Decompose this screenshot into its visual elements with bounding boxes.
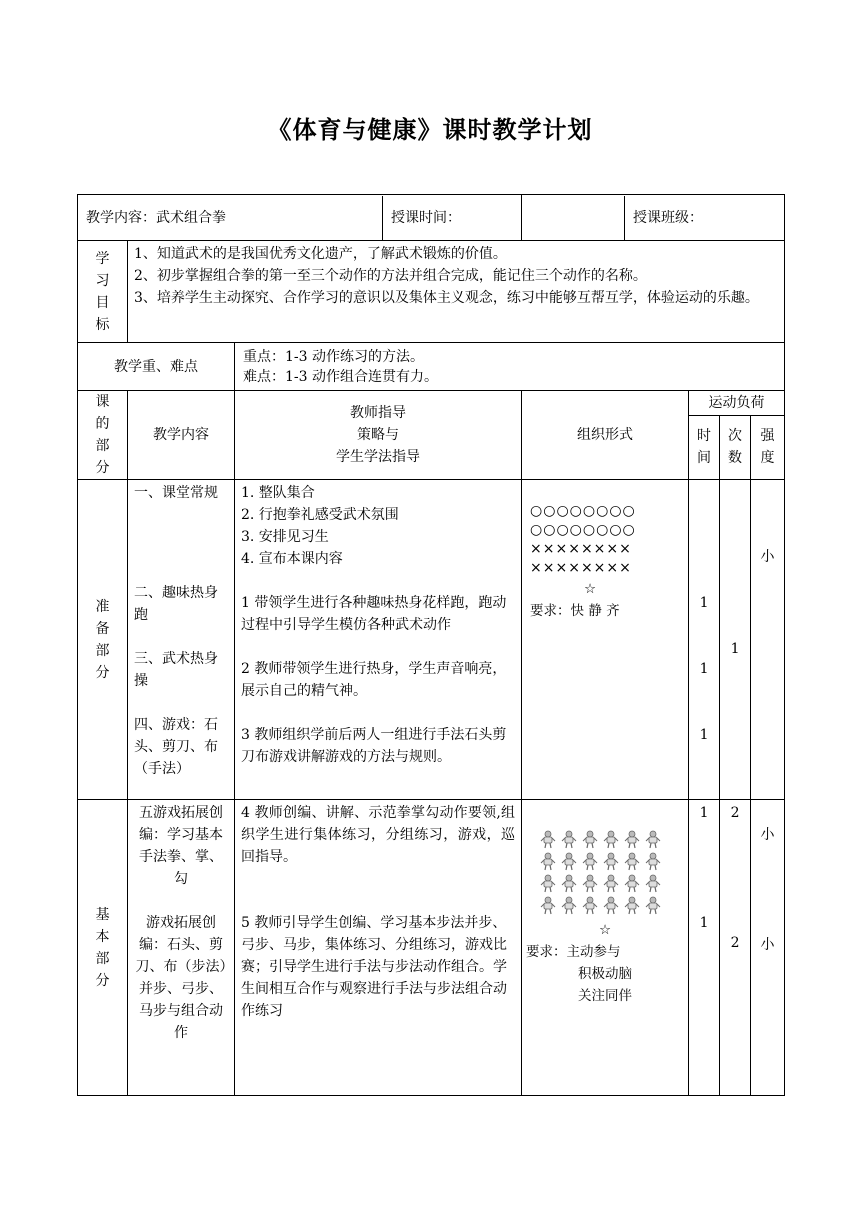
student-figure-icon xyxy=(645,852,661,871)
prep-part-label: 准 备 部 分 xyxy=(78,480,128,800)
teaching-content-label: 教学内容：武术组合拳 xyxy=(78,196,383,240)
goal-item: 1、知道武术的是我国优秀文化遗产，了解武术锻炼的价值。 xyxy=(134,246,507,262)
col-intensity: 强 度 xyxy=(751,415,785,479)
student-figure-icon xyxy=(624,830,640,849)
student-figure-icon xyxy=(645,874,661,893)
col-time: 时 间 xyxy=(689,415,720,479)
prep-row xyxy=(78,480,785,800)
content-item: 四、游戏：石头、剪刀、布（手法） xyxy=(134,717,218,777)
student-figure-icon xyxy=(603,830,619,849)
prep-time: 1 1 1 xyxy=(689,480,720,800)
student-figure-icon xyxy=(540,896,556,915)
goal-item: 2、初步掌握组合拳的第一至三个动作的方法并组合完成，能记住三个动作的名称。 xyxy=(134,268,647,284)
teacher-star-icon: ☆ xyxy=(583,581,597,597)
content-item: 三、武术热身操 xyxy=(134,651,218,689)
col-guide: 教师指导 策略与 学生学法指导 xyxy=(235,391,522,480)
student-figure-icon xyxy=(540,852,556,871)
content-item: 五游戏拓展创编：学习基本手法拳、掌、勾 xyxy=(139,805,223,887)
prep-organization xyxy=(522,480,689,800)
student-figure-icon xyxy=(624,896,640,915)
teacher-star-icon: ☆ xyxy=(598,922,612,938)
formation-row: ×××××××× xyxy=(530,560,632,576)
formation-row: ×××××××× xyxy=(530,541,632,557)
student-formation-image xyxy=(540,830,684,915)
col-exercise-load: 运动负荷 xyxy=(689,391,785,416)
basic-guide: 4 教师创编、讲解、示范拳掌勾动作要领,组织学生进行集体练习，分组练习，游戏，巡回指导。 5 教师引导学生创编、学习基本步法并步、弓步、马步，集体练习、分组练习，游戏比赛；引导学生进行手法与步法动作组合。学生间相互合作与观察进行手法与步法组合动作练习 xyxy=(235,800,522,1096)
difficult-point: 难点：1-3 动作组合连贯有力。 xyxy=(243,368,438,385)
prep-content xyxy=(128,480,235,800)
basic-row xyxy=(78,800,785,1096)
student-figure-icon xyxy=(624,874,640,893)
basic-organization xyxy=(522,800,689,1096)
page-title: 《体育与健康》课时教学计划 xyxy=(267,116,593,144)
student-figure-icon xyxy=(582,852,598,871)
keypoints-row xyxy=(78,343,785,391)
goal-item: 3、培养学生主动探究、合作学习的意识以及集体主义观念，练习中能够互帮互学，体验运动的乐趣。 xyxy=(134,290,759,306)
student-figure-icon xyxy=(561,896,577,915)
column-header-row xyxy=(78,391,785,416)
student-figure-icon xyxy=(624,852,640,871)
student-figure-icon xyxy=(561,874,577,893)
prep-count: 1 xyxy=(720,480,751,800)
basic-intensity: 小 小 xyxy=(751,800,785,1096)
col-content: 教学内容 xyxy=(128,391,235,480)
student-figure-icon xyxy=(645,896,661,915)
class-group-label: 授课班级： xyxy=(624,196,784,240)
goals-content xyxy=(128,241,785,343)
keypoints-label: 教学重、难点 xyxy=(78,343,235,391)
student-figure-icon xyxy=(582,896,598,915)
prep-intensity: 小 xyxy=(751,480,785,800)
goals-row xyxy=(78,241,785,343)
student-figure-icon xyxy=(645,830,661,849)
formation-row: ○○○○○○○○ xyxy=(530,503,636,519)
col-part: 课 的 部 分 xyxy=(78,391,128,480)
col-organization: 组织形式 xyxy=(522,391,689,480)
basic-time: 1 1 xyxy=(689,800,720,1096)
student-figure-icon xyxy=(561,830,577,849)
basic-part-label: 基 本 部 分 xyxy=(78,800,128,1096)
class-time-label: 授课时间： xyxy=(391,209,461,226)
student-figure-icon xyxy=(603,874,619,893)
prep-guide: 1. 整队集合 2. 行抱拳礼感受武术氛围 3. 安排见习生 4. 宣布本课内容 1 带领学生进行各种趣味热身花样跑，跑动过程中引导学生模仿各种武术动作 2 教师带领学生进行热身，学生声音响亮，展示自己的精气神。 3 教师组织学前后两人一组进行手法石头剪刀布游戏讲解游戏的方法与规则。 xyxy=(235,480,522,800)
content-item: 游戏拓展创编：石头、剪刀、布（步法）并步、弓步、马步与组合动作 xyxy=(135,915,227,1041)
student-figure-icon xyxy=(561,852,577,871)
key-point: 重点：1-3 动作练习的方法。 xyxy=(243,348,424,365)
student-figure-icon xyxy=(540,874,556,893)
formation-row: ○○○○○○○○ xyxy=(530,522,636,538)
requirement-text: 关注同伴 xyxy=(578,988,633,1004)
student-figure-icon xyxy=(540,830,556,849)
student-figure-icon xyxy=(582,874,598,893)
content-item: 一、课堂常规 xyxy=(134,485,218,501)
basic-count: 2 2 xyxy=(720,800,751,1096)
content-item: 二、趣味热身跑 xyxy=(134,585,218,623)
requirement-text: 要求：主动参与 xyxy=(526,944,621,960)
header-row xyxy=(78,195,785,241)
requirement-text: 要求：快 静 齐 xyxy=(530,603,620,619)
lesson-plan-table xyxy=(77,194,785,1096)
student-figure-icon xyxy=(603,852,619,871)
requirement-text: 积极动脑 xyxy=(578,966,633,982)
student-figure-icon xyxy=(603,896,619,915)
col-count: 次 数 xyxy=(720,415,751,479)
student-figure-icon xyxy=(582,830,598,849)
goals-label: 学 习 目 标 xyxy=(78,241,128,343)
basic-content xyxy=(128,800,235,1096)
